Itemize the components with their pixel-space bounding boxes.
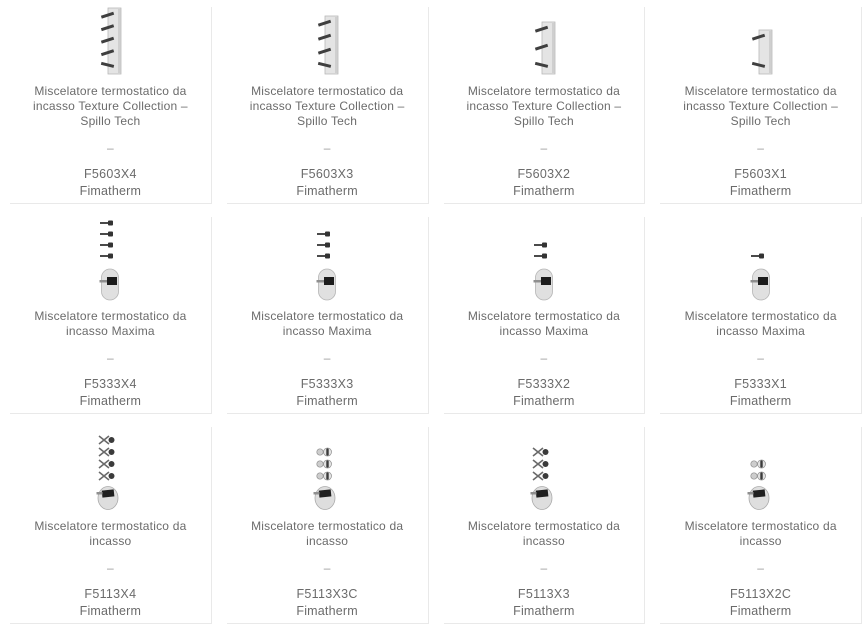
product-image	[726, 28, 796, 76]
product-title: Miscelatore termostatico da incasso Maxima	[251, 309, 404, 338]
product-image	[292, 446, 362, 511]
product-separator: –	[540, 561, 548, 575]
product-separator: –	[323, 561, 331, 575]
product-card[interactable]	[10, 7, 212, 204]
product-image	[292, 229, 362, 301]
product-title: Miscelatore termostatico da incasso	[467, 519, 620, 548]
product-title: Miscelatore termostatico da incasso	[684, 519, 837, 548]
product-separator: –	[757, 141, 764, 155]
product-title: Miscelatore termostatico da incasso Texture Collection – Spillo Tech	[32, 84, 188, 128]
product-code: F5603X2	[517, 167, 571, 181]
product-title: Miscelatore termostatico da incasso Texture Collection – Spillo Tech	[466, 84, 622, 128]
product-image	[509, 446, 579, 511]
product-card[interactable]	[227, 7, 429, 204]
product-title: Miscelatore termostatico da incasso	[251, 519, 404, 548]
product-title: Miscelatore termostatico da incasso Texture Collection – Spillo Tech	[249, 84, 405, 128]
product-code: F5333X4	[83, 377, 137, 391]
product-image	[75, 218, 145, 301]
product-separator: –	[107, 561, 114, 575]
product-card[interactable]	[660, 7, 862, 204]
product-brand: Fimatherm	[729, 394, 792, 408]
product-image	[75, 434, 145, 511]
product-code: F5113X2C	[730, 587, 792, 601]
product-separator: –	[323, 141, 331, 155]
product-code: F5113X3C	[296, 587, 358, 601]
product-code: F5333X2	[517, 377, 571, 391]
product-image	[509, 240, 579, 301]
product-brand: Fimatherm	[296, 184, 358, 198]
product-separator: –	[757, 351, 764, 365]
product-separator: –	[540, 351, 548, 365]
product-title: Miscelatore termostatico da incasso Maxima	[684, 309, 837, 338]
product-brand: Fimatherm	[513, 394, 575, 408]
product-card[interactable]	[227, 217, 429, 414]
product-code: F5603X3	[300, 167, 354, 181]
product-image	[726, 251, 796, 301]
product-brand: Fimatherm	[729, 184, 792, 198]
product-title: Miscelatore termostatico da incasso Texture Collection – Spillo Tech	[683, 84, 839, 128]
product-separator: –	[107, 141, 114, 155]
product-separator: –	[107, 351, 114, 365]
product-code: F5603X4	[83, 167, 137, 181]
product-title: Miscelatore termostatico da incasso	[34, 519, 187, 548]
product-image	[292, 14, 362, 76]
product-brand: Fimatherm	[296, 604, 358, 618]
product-separator: –	[323, 351, 331, 365]
product-card[interactable]	[660, 427, 862, 624]
product-code: F5603X1	[734, 167, 788, 181]
product-card[interactable]	[444, 427, 646, 624]
product-separator: –	[757, 561, 764, 575]
product-brand: Fimatherm	[513, 604, 575, 618]
product-card[interactable]	[660, 217, 862, 414]
product-card[interactable]	[10, 217, 212, 414]
product-card[interactable]	[227, 427, 429, 624]
product-brand: Fimatherm	[729, 604, 792, 618]
product-brand: Fimatherm	[296, 394, 358, 408]
product-image	[726, 458, 796, 511]
product-code: F5113X3	[517, 587, 570, 601]
product-code: F5113X4	[84, 587, 137, 601]
product-separator: –	[540, 141, 548, 155]
product-title: Miscelatore termostatico da incasso Maxima	[467, 309, 620, 338]
product-brand: Fimatherm	[79, 604, 142, 618]
product-brand: Fimatherm	[79, 394, 142, 408]
product-brand: Fimatherm	[513, 184, 575, 198]
product-title: Miscelatore termostatico da incasso Maxima	[34, 309, 187, 338]
product-image	[509, 20, 579, 76]
product-brand: Fimatherm	[79, 184, 142, 198]
product-code: F5333X1	[734, 377, 788, 391]
product-card[interactable]	[444, 7, 646, 204]
product-card[interactable]	[444, 217, 646, 414]
product-card[interactable]	[10, 427, 212, 624]
product-image	[75, 6, 145, 76]
product-code: F5333X3	[300, 377, 354, 391]
